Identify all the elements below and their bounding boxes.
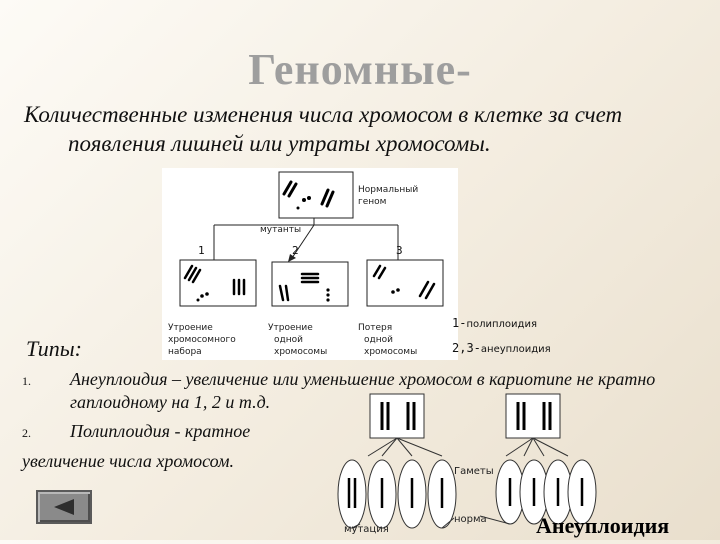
caption-2 [268, 322, 327, 358]
caption-2-line-2: одной [274, 335, 303, 345]
slide-title: Геномные- [248, 45, 472, 94]
normal-genome-line-2: геном [358, 197, 387, 207]
list-item-2-continuation: увеличение числа хромосом. [22, 451, 234, 471]
triangle-left-icon [52, 498, 76, 516]
list-number-2: 2. [22, 426, 31, 440]
caption-3-line-1: Потеря [358, 323, 393, 333]
legend-item-aneuploidy [452, 341, 551, 355]
caption-3 [358, 322, 417, 358]
caption-3-line-2: одной [364, 335, 393, 345]
branch-number-1: 1 [198, 244, 205, 257]
legend-item-polyploidy [452, 316, 537, 330]
legend-item-1-text: полиплоидия [466, 319, 537, 330]
list-item-1-line-1: Анеуплоидия – увеличение или уменьшение хромосом в кариотипе не кратно [70, 369, 656, 389]
mutation-label: мутация [344, 524, 389, 535]
list-item-1-line-2: гаплоидному на 1, 2 и т.д. [70, 392, 271, 412]
definition-line-2: появления лишней или утраты хромосомы. [68, 131, 491, 156]
normal-chromosomes [284, 182, 333, 206]
caption-1-line-1: Утроение [168, 323, 213, 333]
caption-1-line-2: хромосомного [168, 335, 236, 345]
legend-item-2-num: 2,3- [452, 341, 481, 355]
branch-number-3: 3 [396, 244, 403, 257]
back-button[interactable] [36, 490, 92, 524]
normal-genome-label [358, 184, 418, 208]
norm-label: норма [454, 514, 487, 525]
list-number-1: 1. [22, 374, 31, 388]
genome-mutation-diagram [162, 168, 458, 360]
branch-number-2: 2 [292, 244, 299, 257]
legend-item-1-num: 1- [452, 316, 467, 330]
caption-2-line-3: хромосомы [274, 347, 328, 357]
legend-item-2-text: анеуплоидия [480, 344, 551, 355]
definition-line-1: Количественные изменения числа хромосом в клетке за счет [24, 102, 623, 127]
caption-3-line-3: хромосомы [364, 347, 418, 357]
caption-1 [168, 322, 236, 358]
parent-cell-right [506, 394, 560, 438]
types-heading: Типы: [26, 336, 82, 361]
list-item-polyploidy: Полиплоидия - кратное [70, 421, 251, 441]
normal-genome-line-1: Нормальный [358, 185, 419, 195]
parent-cell-left [370, 394, 424, 438]
gametes-label: Гаметы [454, 466, 494, 477]
aneuploidy-title: Анеуплоидия [536, 513, 670, 538]
caption-2-line-1: Утроение [268, 323, 313, 333]
mutants-label: мутанты [260, 225, 302, 235]
caption-1-line-3: набора [168, 347, 202, 357]
definition-text [24, 100, 704, 158]
